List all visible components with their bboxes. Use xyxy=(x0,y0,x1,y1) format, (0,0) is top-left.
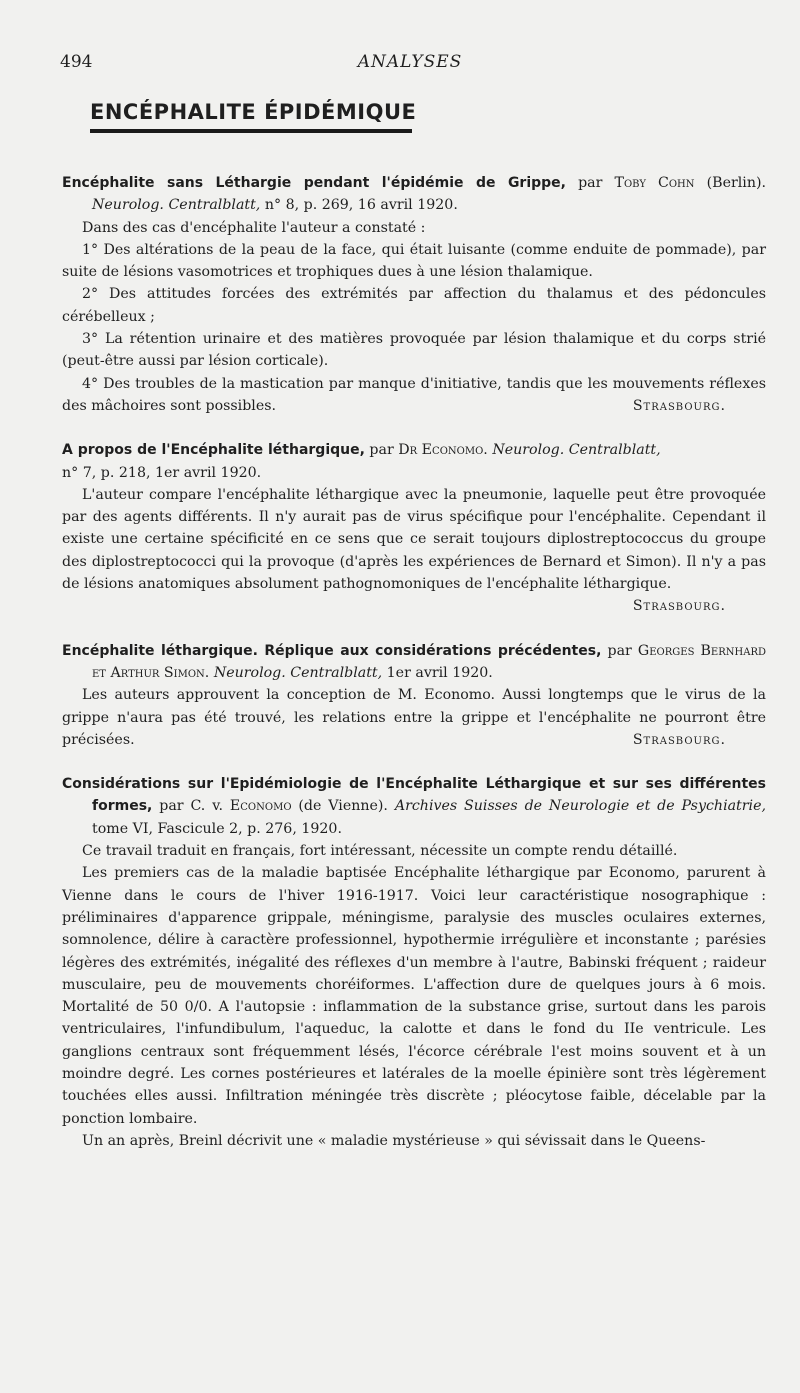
journal: Neurolog. Centralblatt, xyxy=(92,197,261,214)
article-2 xyxy=(62,439,766,617)
list-item: 1° Des altérations de la peau de la face, qui était luisante (comme enduite de pommade), par suite de lésions vasomotrices et trophiques dues à une lésion thalamique. xyxy=(62,241,766,281)
paragraph-text: Les auteurs approuvent la conception de M. Economo. Aussi longtemps que le virus de la grippe n'aura pas été trouvé, les relations entre la grippe et l'encéphalite ne pourront être précisées. xyxy=(62,687,766,748)
article-list xyxy=(62,172,766,1174)
by: par C. v. xyxy=(152,798,230,815)
list-item: 3° La rétention urinaire et des matières provoquée par lésion thalamique et du corps strié (peut-être aussi par lésion corticale). xyxy=(62,331,766,370)
article-title: Considérations sur l'Epidémiologie de l'Encéphalite Léthargique et sur ses différentes formes, xyxy=(62,776,766,815)
article-title: Encéphalite léthargique. Réplique aux considérations précédentes, xyxy=(62,642,602,659)
paragraph xyxy=(62,684,766,751)
article-heading xyxy=(62,640,766,685)
article-title: Encéphalite sans Léthargie pendant l'épidémie de Grippe, xyxy=(62,175,566,191)
signature: Strasbourg. xyxy=(632,598,726,615)
by: par xyxy=(364,442,399,459)
by: par xyxy=(566,175,615,191)
paragraph: Les premiers cas de la maladie baptisée Encéphalite léthargique par Economo, parurent à Vienne dans le cours de l'hiver 1916-1917. Voici leur caractéristique nosographique : préliminaires d'apparence grippale, méningisme, paralysie des muscles oculaires externes, somnolence, délire à caractère professionnel, hypothermie irrégulière et inconstante ; parésies légères des extrémités, inégalité des réflexes d'un membre à l'autre, Babinski fréquent ; raideur musculaire, peu de mouvements choréiformes. L'affection dure de quelques jours à 6 mois. Mortalité de 50 0/0. A l'autopsie : inflammation de la substance grise, surtout dans les parois ventriculaires, l'infundibulum, l'aqueduc, la calotte et dans le fond du IIe ventricule. Les ganglions centraux sont fréquemment lésés, l'écorce cérébrale l'est moins souvent et à un moindre degré. Les cornes postérieures et latérales de la moelle épinière sont très légèrement touchées elles aussi. Infiltration méningée très discrète ; pléocytose faible, décelable par la ponction lombaire. xyxy=(62,865,766,1127)
reference: 1er avril 1920. xyxy=(382,664,493,681)
signature: Strasbourg. xyxy=(632,397,726,414)
article-3 xyxy=(62,640,766,751)
article-author: Economo xyxy=(229,798,292,815)
article-heading xyxy=(62,439,766,484)
affiliation: (Berlin). xyxy=(694,175,767,191)
by: par xyxy=(601,642,638,659)
article-author: Dr Economo. xyxy=(398,442,488,459)
title-underline xyxy=(90,129,412,133)
list-item xyxy=(62,373,766,418)
reference: tome VI, Fascicule 2, p. 276, 1920. xyxy=(92,820,342,837)
reference: n° 8, p. 269, 16 avril 1920. xyxy=(260,197,458,214)
paragraph: Dans des cas d'encéphalite l'auteur a constaté : xyxy=(82,219,426,236)
paragraph-text: L'auteur compare l'encéphalite léthargique avec la pneumonie, laquelle peut être provoquée par des agents différents. Il n'y aurait pas de virus spécifique pour l'encéphalite. Cependant il existe une certaine spécificité en ce sens que ce serait toujours diplostreptococcus du groupe des diplostreptococci qui la provoque (d'après les expériences de Bernard et Simon). Il n'y a pas de lésions anatomiques absolument pathognomoniques de l'encéphalite léthargique. xyxy=(62,486,766,593)
list-item: 2° Des attitudes forcées des extrémités par affection du thalamus et des pédoncules cérébelleux ; xyxy=(62,286,766,325)
article-author: Georges Bernhard et Arthur Simon. xyxy=(92,642,767,681)
article-4 xyxy=(62,773,766,1152)
article-heading xyxy=(62,172,766,217)
journal: Neurolog. Centralblatt, xyxy=(492,442,661,459)
journal: Neurolog. Centralblatt, xyxy=(213,664,383,681)
reference: n° 7, p. 218, 1er avril 1920. xyxy=(62,464,262,481)
signature: Strasbourg. xyxy=(632,731,726,748)
list-item-text: 4° Des troubles de la mastication par manque d'initiative, tandis que les mouvements réflexes des mâchoires sont possibles. xyxy=(62,375,766,414)
article-title: A propos de l'Encéphalite léthargique, xyxy=(62,442,365,459)
journal: Archives Suisses de Neurologie et de Psychiatrie, xyxy=(394,798,766,815)
paragraph xyxy=(62,484,766,615)
article-1 xyxy=(62,172,766,417)
article-author: Toby Cohn xyxy=(614,175,695,191)
paragraph: Ce travail traduit en français, fort intéressant, nécessite un compte rendu détaillé. xyxy=(82,843,678,860)
section-title: ENCÉPHALITE ÉPIDÉMIQUE xyxy=(90,100,417,124)
article-heading xyxy=(62,773,766,840)
paragraph: Un an après, Breinl décrivit une « maladie mystérieuse » qui sévissait dans le Queens- xyxy=(82,1132,706,1149)
page-number: 494 xyxy=(60,52,93,72)
running-title: ANALYSES xyxy=(357,52,463,72)
affiliation: (de Vienne). xyxy=(291,798,395,815)
